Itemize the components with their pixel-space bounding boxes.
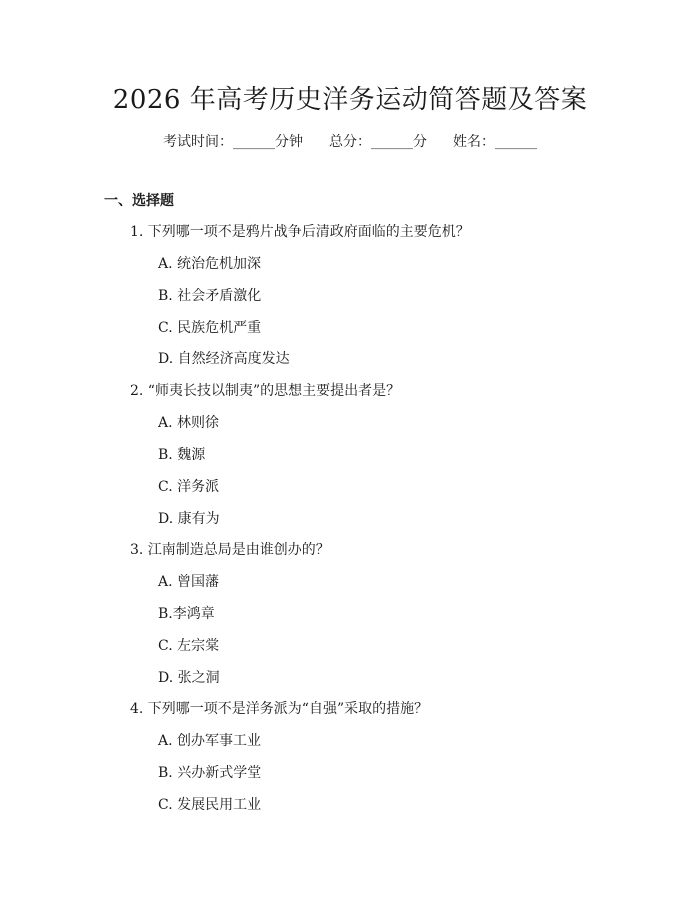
question-4: 4. 下列哪一项不是洋务派为“自强”采取的措施？ xyxy=(130,701,429,717)
question-2: 2. “师夷长技以制夷”的思想主要提出者是？ xyxy=(130,383,401,399)
question-1-option-c: C. 民族危机严重 xyxy=(158,320,262,336)
total-score-field: 总分：______分 xyxy=(329,134,427,150)
question-1: 1. 下列哪一项不是鸦片战争后清政府面临的主要危机？ xyxy=(130,224,470,240)
question-1-option-d: D. 自然经济高度发达 xyxy=(158,351,290,367)
question-3: 3. 江南制造总局是由谁创办的？ xyxy=(130,542,330,558)
question-4-option-c: C. 发展民用工业 xyxy=(158,797,262,813)
question-3-option-a: A. 曾国藩 xyxy=(158,574,220,590)
question-2-option-a: A. 林则徐 xyxy=(158,415,220,431)
name-field: 姓名：______ xyxy=(453,134,537,150)
question-4-option-a: A. 创办军事工业 xyxy=(158,733,262,749)
question-2-option-c: C. 洋务派 xyxy=(158,479,220,495)
question-3-option-b: B.李鸿章 xyxy=(158,606,215,622)
question-2-option-b: B. 魏源 xyxy=(158,447,206,463)
page-title: 2026 年高考历史洋务运动简答题及答案 xyxy=(112,85,588,115)
question-1-option-a: A. 统治危机加深 xyxy=(158,256,262,272)
exam-time-field: 考试时间：______分钟 xyxy=(163,134,303,150)
question-2-option-d: D. 康有为 xyxy=(158,511,220,527)
exam-info-line xyxy=(0,132,700,152)
question-3-option-c: C. 左宗棠 xyxy=(158,638,220,654)
question-4-option-b: B. 兴办新式学堂 xyxy=(158,765,262,781)
question-1-option-b: B. 社会矛盾激化 xyxy=(158,288,262,304)
question-3-option-d: D. 张之洞 xyxy=(158,670,220,686)
section-heading: 一、选择题 xyxy=(104,193,174,209)
